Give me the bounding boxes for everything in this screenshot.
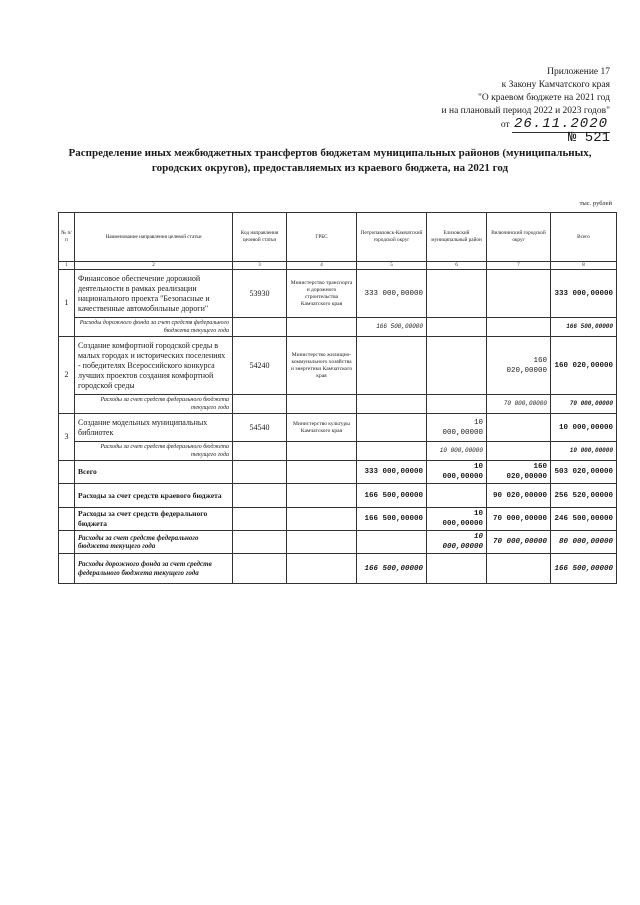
- empty-cell: [487, 442, 551, 461]
- column-index-row: [59, 262, 617, 270]
- cell-vilyuchinsk: 70 000,00000: [487, 531, 551, 554]
- appendix-line: к Закону Камчатского края: [501, 80, 610, 90]
- cell-petro: [357, 337, 427, 395]
- cell-total: 70 000,00000: [551, 395, 617, 414]
- empty-cell: [487, 318, 551, 337]
- col-index: 2: [75, 262, 233, 270]
- summary-name: Расходы за счет средств федерального бюджета текущего года: [75, 531, 233, 554]
- cell-petro: 166 500,00000: [357, 484, 427, 508]
- row-number: 3: [59, 414, 75, 461]
- row-grbs: Министерство транспорта и дорожного строительства Камчатского края: [287, 270, 357, 318]
- col-header-petro: Петропавловск-Камчатский городской округ: [357, 213, 427, 262]
- empty-cell: [287, 531, 357, 554]
- empty-cell: [233, 442, 287, 461]
- table-row: [59, 270, 617, 318]
- empty-cell: [287, 554, 357, 584]
- col-header-code: Код направления целевой статьи: [233, 213, 287, 262]
- table-subrow: [59, 395, 617, 414]
- table-subrow: [59, 442, 617, 461]
- cell-vilyuchinsk: [487, 270, 551, 318]
- empty-cell: [59, 484, 75, 508]
- col-header-total: Всего: [551, 213, 617, 262]
- empty-cell: [59, 531, 75, 554]
- cell-total: 166 500,00000: [551, 554, 617, 584]
- cell-elizovo: 10 000,00000: [427, 414, 487, 442]
- summary-row-regional: [59, 484, 617, 508]
- cell-elizovo: [427, 484, 487, 508]
- table-row: [59, 337, 617, 395]
- col-index: 8: [551, 262, 617, 270]
- summary-name: Всего: [75, 461, 233, 484]
- cell-elizovo: [427, 270, 487, 318]
- row-code: 54240: [233, 337, 287, 395]
- cell-elizovo: 10 000,00000: [427, 461, 487, 484]
- col-header-vilyuchinsk: Вилючинский городской округ: [487, 213, 551, 262]
- table-subrow: [59, 318, 617, 337]
- empty-cell: [427, 318, 487, 337]
- cell-petro: 166 500,00000: [357, 318, 427, 337]
- row-name: Создание комфортной городской среды в малых городах и исторических поселениях - победителях Всероссийского конкурса лучших проектов создания комфортной городской среды: [75, 337, 233, 395]
- empty-cell: [233, 318, 287, 337]
- cell-total: 256 520,00000: [551, 484, 617, 508]
- header-row: [59, 213, 617, 262]
- empty-cell: [287, 318, 357, 337]
- appendix-line: Приложение 17: [547, 67, 610, 77]
- cell-vilyuchinsk: 70 000,00000: [487, 395, 551, 414]
- cell-vilyuchinsk: 90 020,00000: [487, 484, 551, 508]
- cell-vilyuchinsk: [487, 554, 551, 584]
- summary-name: Расходы за счет средств краевого бюджета: [75, 484, 233, 508]
- col-header-num: № п/п: [59, 213, 75, 262]
- summary-row-federal-current: [59, 531, 617, 554]
- cell-petro: 166 500,00000: [357, 508, 427, 531]
- empty-cell: [233, 395, 287, 414]
- empty-cell: [357, 442, 427, 461]
- cell-elizovo: 10 000,00000: [427, 442, 487, 461]
- col-index: 7: [487, 262, 551, 270]
- col-header-name: Наименование направления целевой статьи: [75, 213, 233, 262]
- col-header-elizovo: Елизовский муниципальный район: [427, 213, 487, 262]
- empty-cell: [287, 508, 357, 531]
- cell-petro: [357, 531, 427, 554]
- cell-elizovo: 10 000,00000: [427, 508, 487, 531]
- cell-petro: 333 000,00000: [357, 461, 427, 484]
- empty-cell: [233, 531, 287, 554]
- empty-cell: [287, 395, 357, 414]
- col-index: 6: [427, 262, 487, 270]
- cell-elizovo: [427, 337, 487, 395]
- subrow-name: Расходы дорожного фонда за счет средств федерального бюджета текущего года: [75, 318, 233, 337]
- empty-cell: [233, 554, 287, 584]
- empty-cell: [427, 395, 487, 414]
- summary-name: Расходы за счет средств федерального бюджета: [75, 508, 233, 531]
- row-grbs: Министерство жилищно-коммунального хозяйства и энергетики Камчатского края: [287, 337, 357, 395]
- cell-total: 166 500,00000: [551, 318, 617, 337]
- row-code: 53930: [233, 270, 287, 318]
- empty-cell: [233, 461, 287, 484]
- cell-vilyuchinsk: 160 020,00000: [487, 461, 551, 484]
- cell-petro: [357, 414, 427, 442]
- document-title: Распределение иных межбюджетных трансфертов бюджетам муниципальных районов (муниципальных, городских округов), предоставляемых из краевого бюджета, на 2021 год: [68, 147, 592, 174]
- empty-cell: [233, 508, 287, 531]
- appendix-date: 26.11.2020: [513, 116, 608, 132]
- col-header-grbs: ГРБС: [287, 213, 357, 262]
- row-code: 54540: [233, 414, 287, 442]
- units-label: тыс. рублей: [579, 200, 612, 207]
- row-name: Финансовое обеспечение дорожной деятельности в рамках реализации национального проекта "Безопасные и качественные автомобильные дороги": [75, 270, 233, 318]
- cell-elizovo: 10 000,00000: [427, 531, 487, 554]
- cell-total: 10 000,00000: [551, 414, 617, 442]
- subrow-name: Расходы за счет средств федерального бюджета текущего года: [75, 395, 233, 414]
- cell-total: 160 020,00000: [551, 337, 617, 395]
- appendix-line: и на плановый период 2022 и 2023 годов": [441, 106, 610, 116]
- row-grbs: Министерство культуры Камчатского края: [287, 414, 357, 442]
- empty-cell: [287, 442, 357, 461]
- summary-row-total: [59, 461, 617, 484]
- summary-name: Расходы дорожного фонда за счет средств федерального бюджета текущего года: [75, 554, 233, 584]
- empty-cell: [59, 508, 75, 531]
- cell-petro: 166 500,00000: [357, 554, 427, 584]
- appendix-line: "О краевом бюджете на 2021 год: [478, 93, 610, 103]
- empty-cell: [59, 461, 75, 484]
- cell-total: 333 000,00000: [551, 270, 617, 318]
- empty-cell: [357, 395, 427, 414]
- appendix-block: [442, 66, 610, 145]
- empty-cell: [233, 484, 287, 508]
- table-row: [59, 414, 617, 442]
- col-index: 3: [233, 262, 287, 270]
- appendix-number: № 521: [567, 130, 610, 146]
- cell-vilyuchinsk: [487, 414, 551, 442]
- cell-total: 246 500,00000: [551, 508, 617, 531]
- empty-cell: [59, 554, 75, 584]
- summary-row-federal: [59, 508, 617, 531]
- empty-cell: [287, 461, 357, 484]
- row-name: Создание модельных муниципальных библиотек: [75, 414, 233, 442]
- col-index: 4: [287, 262, 357, 270]
- summary-row-road-fund: [59, 554, 617, 584]
- cell-total: 503 020,00000: [551, 461, 617, 484]
- row-number: 1: [59, 270, 75, 337]
- cell-vilyuchinsk: 160 020,00000: [487, 337, 551, 395]
- cell-petro: 333 000,00000: [357, 270, 427, 318]
- subrow-name: Расходы за счет средств федерального бюджета текущего года: [75, 442, 233, 461]
- cell-vilyuchinsk: 70 000,00000: [487, 508, 551, 531]
- date-prefix: от: [500, 120, 510, 130]
- col-index: 5: [357, 262, 427, 270]
- cell-total: 80 000,00000: [551, 531, 617, 554]
- empty-cell: [287, 484, 357, 508]
- cell-elizovo: [427, 554, 487, 584]
- cell-total: 10 000,00000: [551, 442, 617, 461]
- row-number: 2: [59, 337, 75, 414]
- col-index: 1: [59, 262, 75, 270]
- transfers-table: [58, 212, 617, 584]
